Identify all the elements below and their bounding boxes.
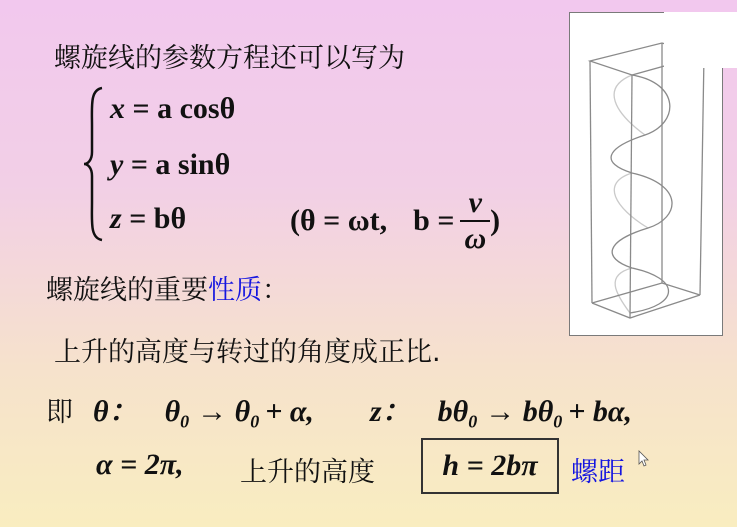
relation-line — [46, 386, 632, 432]
property-highlight: 性质 — [208, 275, 262, 306]
fraction-denominator: ω — [460, 220, 490, 256]
fraction-v-omega — [460, 186, 490, 256]
left-brace — [82, 86, 106, 242]
condition-b: b = — [413, 204, 455, 237]
alpha-equation: α = 2π, — [96, 448, 184, 481]
z-var: z — [110, 202, 122, 235]
condition — [290, 186, 500, 256]
y-rhs: = a sinθ — [130, 148, 231, 181]
x-rhs: = a cosθ — [132, 92, 236, 125]
intro-text: 螺旋线的参数方程还可以写为 — [54, 43, 405, 74]
relation-z-label: z： — [369, 395, 412, 428]
relation-theta-start: $\theta_0$ — [164, 395, 190, 432]
z-rhs: = bθ — [129, 202, 187, 235]
relation-z-end: → $b\theta_0$ — [485, 395, 563, 432]
pitch-formula: h = 2bπ — [442, 449, 538, 482]
relation-z-plus: + bα, — [568, 395, 632, 428]
corner-patch — [664, 12, 737, 68]
equation-x — [110, 92, 235, 126]
relation-theta-plus: + α, — [265, 395, 314, 428]
relation-ji: 即 — [46, 397, 73, 428]
property-prefix: 螺旋线的重要 — [46, 275, 208, 306]
cursor-icon — [638, 450, 650, 468]
property-line — [46, 268, 289, 307]
condition-close: ) — [490, 204, 501, 237]
rise-height-label: 上升的高度 — [240, 457, 375, 488]
condition-open: (θ = ωt, — [290, 204, 388, 237]
statement-text: 上升的高度与转过的角度成正比. — [54, 337, 441, 368]
property-suffix: ： — [262, 275, 289, 306]
pitch-formula-box — [421, 438, 559, 494]
fraction-numerator: v — [468, 186, 482, 219]
relation-z-start: $b\theta_0$ — [437, 395, 478, 432]
x-var: x — [110, 92, 125, 125]
pitch-name: 螺距 — [571, 457, 625, 488]
y-var: y — [110, 148, 124, 181]
equation-y — [110, 148, 230, 182]
equation-z — [110, 202, 186, 236]
relation-theta-label: θ： — [93, 395, 139, 428]
relation-theta-end: → $\theta_0$ — [197, 395, 260, 432]
